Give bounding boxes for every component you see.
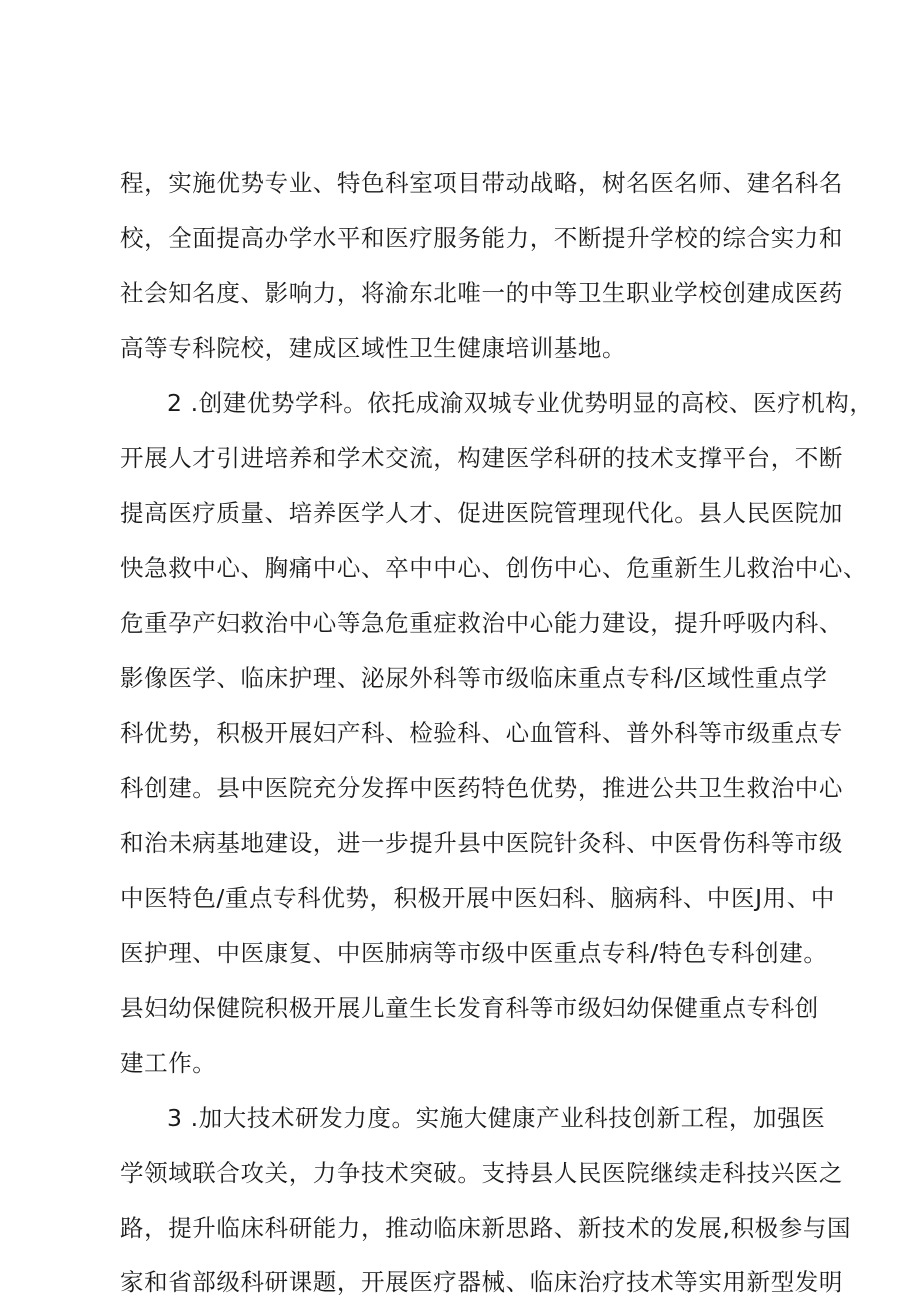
paragraph-1-line-4: 高等专科院校，建成区域性卫生健康培训基地。: [120, 334, 627, 362]
paragraph-1-line-3: 社会知名度、影响力，将渝东北唯一的中等卫生职业学校创建成医药: [120, 279, 843, 307]
paragraph-3-line-2: 学领域联合攻关，力争技术突破。支持县人民医院继续走科技兴医之: [120, 1159, 843, 1187]
paragraph-1-line-1: 程，实施优势专业、特色科室项目带动战略，树名医名师、建名科名: [120, 169, 843, 197]
paragraph-3-line-3: 路，提升临床科研能力，推动临床新思路、新技术的发展,积极参与国: [120, 1214, 852, 1242]
paragraph-3-line-1: 3 .加大技术研发力度。实施大健康产业科技创新工程，加强医: [167, 1104, 826, 1132]
paragraph-2-line-8: 科创建。县中医院充分发挥中医药特色优势，推进公共卫生救治中心: [120, 774, 843, 802]
paragraph-2-line-2: 开展人才引进培养和学术交流，构建医学科研的技术支撑平台，不断: [120, 444, 843, 472]
paragraph-2-line-6: 影像医学、临床护理、泌尿外科等市级临床重点专科/区域性重点学: [120, 664, 828, 692]
paragraph-2-line-5: 危重孕产妇救治中心等急危重症救治中心能力建设，提升呼吸内科、: [120, 609, 843, 637]
paragraph-2-line-11: 医护理、中医康复、中医肺病等市级中医重点专科/特色专科创建。: [120, 939, 828, 967]
paragraph-2-line-13: 建工作。: [120, 1049, 217, 1077]
paragraph-2-line-7: 科优势，积极开展妇产科、检验科、心血管科、普外科等市级重点专: [120, 719, 843, 747]
paragraph-2-line-12: 县妇幼保健院积极开展儿童生长发育科等市级妇幼保健重点专科创: [120, 994, 819, 1022]
paragraph-3-line-4: 家和省部级科研课题，开展医疗器械、临床治疗技术等实用新型发明: [120, 1268, 843, 1296]
paragraph-2-line-1: 2 .创建优势学科。依托成渝双城专业优势明显的高校、医疗机构，: [167, 389, 874, 417]
paragraph-2-line-3: 提高医疗质量、培养医学人才、促进医院管理现代化。县人民医院加: [120, 499, 843, 527]
paragraph-2-line-4: 快急救中心、胸痛中心、卒中中心、创伤中心、危重新生儿救治中心、: [120, 554, 868, 582]
paragraph-2-line-9: 和治未病基地建设，进一步提升县中医院针灸科、中医骨伤科等市级: [120, 829, 843, 857]
paragraph-1-line-2: 校，全面提高办学水平和医疗服务能力，不断提升学校的综合实力和: [120, 224, 843, 252]
paragraph-2-line-10: 中医特色/重点专科优势，积极开展中医妇科、脑病科、中医J用、中: [120, 884, 835, 912]
